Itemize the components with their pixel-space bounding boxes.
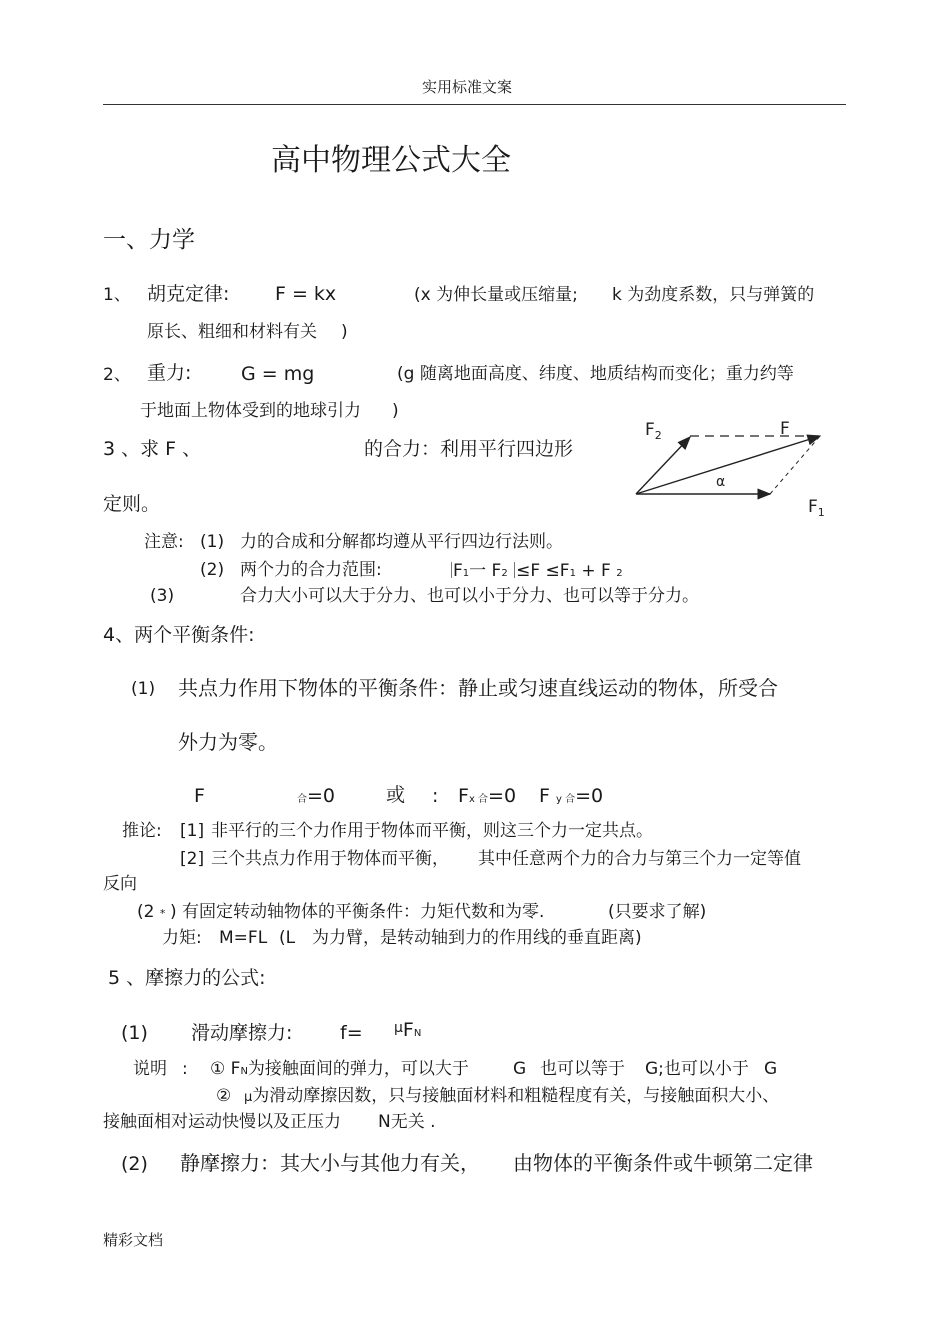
item3-suffix: 的合力：利用平行四边形 [364,438,574,460]
inference2-text-c: 反向 [103,874,137,894]
item5-t1: 滑动摩擦力: [191,1022,293,1044]
item2-note-cont: 于地面上物体受到的地球引力 [140,401,361,421]
item1-note-cont: 原长、粗细和材料有关 [147,322,317,342]
notes-n3: (3) [150,586,175,606]
item4-heading: 4、两个平衡条件: [103,624,255,646]
explain2-b: μ为滑动摩擦因数，只与接触面材料和粗糙程度有关，与接触面积大小、 [244,1086,780,1106]
header-divider [103,104,846,105]
dashed-right-side [770,436,820,494]
mu-symbol: μ [394,1020,403,1036]
eq-or: 或 [386,784,406,806]
explain2-a: ② [216,1086,232,1106]
explain1-d: G;也可以小于 [645,1059,749,1079]
moment-note: 为力臂，是转动轴到力的作用线的垂直距离) [312,928,642,948]
item1-note-a: (x 为伸长量或压缩量; [414,285,578,305]
item2-number: 2、 [103,365,131,385]
notes-t3: 合力大小可以大于分力、也可以小于分力、也可以等于分力。 [240,586,699,606]
notes-n2: (2) [200,560,225,580]
notes-t2: 两个力的合力范围: [240,560,382,580]
item5-t2: 静摩擦力：其大小与其他力有关， [180,1151,480,1175]
explain1-a: ① FN为接触面间的弹力，可以大于 [210,1059,469,1079]
page-header: 实用标准文案 [422,78,513,96]
explain2-n: N无关 . [378,1112,436,1132]
item5-heading: 5 、摩擦力的公式: [108,967,266,989]
item1-formula: F = kx [275,283,337,305]
resultant-range-formula: F1一 F2 ≤F ≤F1 + F 2 [453,561,623,581]
explain1-g1: G [513,1059,527,1079]
sliding-friction-formula: $^\mu$FN [394,1019,422,1041]
item4-n2: (2 * [137,902,166,922]
eq-fx: Fx 合=0 [458,785,517,807]
inference1-number: [1] [180,821,205,841]
item2-note: (g 随离地面高度、纬度、地质结构而变化；重力约等 [397,364,794,384]
inference-label: 推论: [122,821,162,841]
item5-n1: (1) [121,1022,148,1044]
inference2-text-b: 其中任意两个力的合力与第三个力一定等值 [478,849,801,869]
inference1-text: 非平行的三个力作用于物体而平衡，则这三个力一定共点。 [211,821,653,841]
f2-label: $F_2$ [645,420,662,442]
notes-n1: (1) [200,532,225,552]
notes-t1: 力的合成和分解都均遵从平行四边行法则。 [240,532,563,552]
item1-note-close: ) [341,322,348,342]
item5-t2b: 由物体的平衡条件或牛顿第二定律 [513,1151,813,1175]
explain1-c: 也可以等于 [540,1059,625,1079]
item2-formula: G = mg [241,363,315,385]
sliding-friction-eq: f= [340,1022,363,1044]
star-icon: * [159,907,166,920]
item4-t2: ) 有固定转动轴物体的平衡条件：力矩代数和为零. [170,902,545,922]
eq-f: F [194,785,205,807]
parallelogram-diagram [620,415,845,525]
explain2-c: 接触面相对运动快慢以及正压力 [103,1112,341,1132]
eq-colon: : [432,785,439,807]
item1-number: 1、 [103,285,131,305]
item4-t1b: 外力为零。 [178,730,278,754]
moment-formula: M=FL [219,928,268,948]
page-title: 高中物理公式大全 [271,143,511,178]
inference2-text: 三个共点力作用于物体而平衡， [211,849,449,869]
moment-note-open: (L [279,928,296,948]
item1-note-b: k 为劲度系数，只与弹簧的 [612,285,815,305]
item4-t2-note: (只要求了解) [608,902,707,922]
resultant-f-label: F [780,419,790,439]
inference2-number: [2] [180,849,205,869]
section-heading-mechanics: 一、力学 [103,227,195,253]
moment-label: 力矩: [162,928,202,948]
item4-t1: 共点力作用下物体的平衡条件：静止或匀速直线运动的物体，所受合 [178,676,778,700]
explain-label: 说明 [133,1059,167,1079]
explain-colon: : [182,1059,188,1079]
eq-fy: F y 合=0 [539,785,604,807]
mu-symbol-2: μ [244,1090,253,1105]
explain1-g2: G [764,1059,778,1079]
item2-name: 重力: [147,362,192,384]
item1-name: 胡克定律: [147,283,230,305]
item4-n1: (1) [131,679,156,699]
item2-note-close: ) [392,401,399,421]
item5-n2: (2) [121,1153,148,1175]
alpha-label: α [716,474,726,490]
notes-label: 注意: [144,532,184,552]
item3-prefix: 3 、求 F 、 [103,438,202,460]
f1-label: $F_1$ [808,497,825,519]
eq-net: 合=0 [297,785,336,807]
item3-cont: 定则。 [103,493,161,515]
page-footer: 精彩文档 [103,1231,164,1249]
